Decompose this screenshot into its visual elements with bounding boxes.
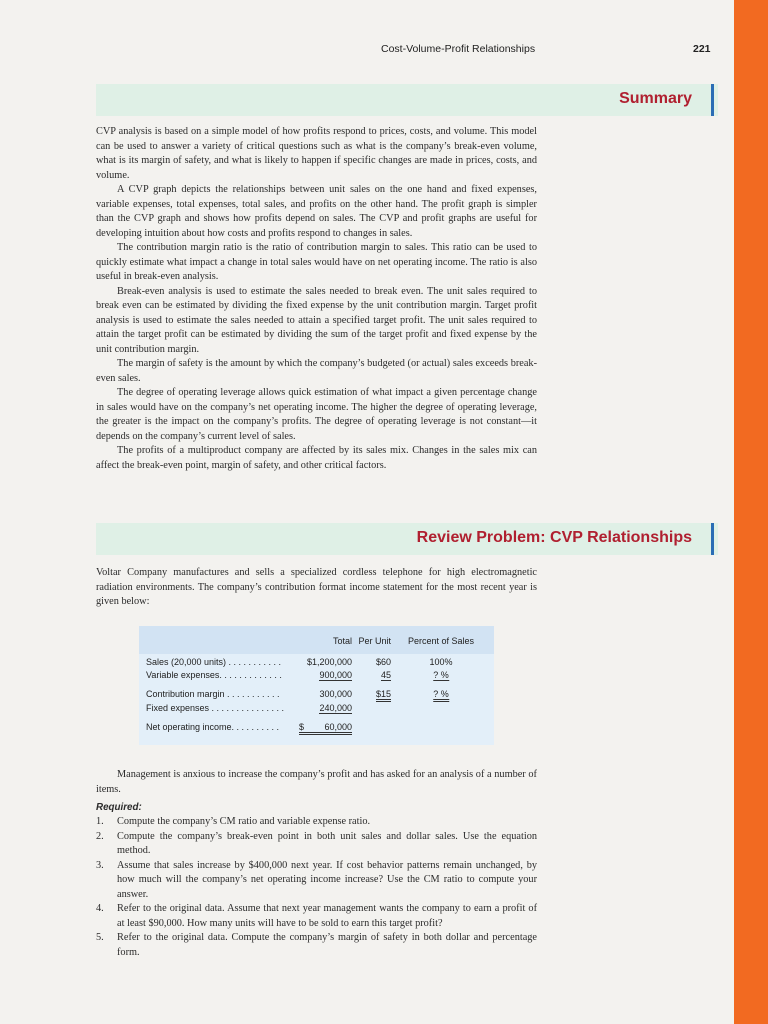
contribution-margin-percent: ? % (433, 689, 449, 702)
required-item (96, 931, 537, 960)
income-statement-table (139, 626, 494, 745)
sales-percent: 100% (429, 657, 453, 667)
required-item-text: Refer to the original data. Compute the company’s margin of safety in both dollar and percentage form. (117, 932, 537, 958)
required-item-text: Compute the company’s CM ratio and variable expense ratio. (117, 816, 371, 827)
sales-total: $1,200,000 (306, 657, 352, 667)
review-intro-paragraph: Voltar Company manufactures and sells a specialized cordless telephone for high electromagnetic radiation environments. The company’s contribution format income statement for the most recent year is given below: (96, 567, 537, 607)
row-label-contribution-margin: Contribution margin . . . . . . . . . . . (146, 689, 280, 699)
required-item (96, 902, 537, 931)
fixed-expenses-total: 240,000 (319, 703, 352, 713)
variable-expenses-total: 900,000 (319, 670, 352, 680)
summary-paragraph: A CVP graph depicts the relationships between unit sales on the one hand and fixed expenses, variable expenses, total expenses, total sales, and profits on the other hand. The profit graph is simpler than the CVP graph and shows how profits depend on sales. The CVP and profit graphs are useful for developing intuition about how costs and profits respond to changes in sales. (96, 184, 537, 239)
summary-paragraph: The contribution margin ratio is the ratio of contribution margin to sales. This ratio can be used to quickly estimate what impact a change in total sales would have on net operating income. The ratio is also useful in break-even analysis. (96, 242, 537, 282)
dollar-sign: $ (299, 722, 305, 732)
summary-paragraph: The degree of operating leverage allows quick estimation of what impact a given percentage change in sales would have on the company’s net operating income. The higher the degree of operating leverage, the greater is the impact on the company’s profits. The degree of operating leverage is not constant—it depends on the company’s current level of sales. (96, 387, 537, 442)
column-header-percent: Percent of Sales (407, 636, 475, 646)
summary-paragraph: CVP analysis is based on a simple model of how profits respond to prices, costs, and volume. This model can be used to answer a variety of critical questions such as what is the company’s break-even volume, what is its margin of safety, and what is likely to happen if specific changes are made in prices, costs, and volume. (96, 126, 537, 181)
page-number: 221 (693, 43, 711, 55)
required-list (96, 815, 537, 960)
page-edge-tab (734, 0, 768, 1024)
variable-expenses-percent: ? % (433, 670, 449, 680)
management-paragraph: Management is anxious to increase the company’s profit and has asked for an analysis of a number of items. (96, 769, 537, 795)
row-label-sales: Sales (20,000 units) . . . . . . . . . . . (146, 657, 282, 667)
review-intro (96, 566, 537, 610)
summary-paragraph: The profits of a multiproduct company are affected by its sales mix. Changes in the sales mix can affect the break-even point, margin of safety, and other critical factors. (96, 445, 537, 471)
column-header-total: Total (332, 636, 352, 646)
required-item-text: Refer to the original data. Assume that next year management wants the company to earn a profit of at least $90,000. How many units will have to be sold to earn this target profit? (117, 903, 537, 929)
summary-heading-band (96, 84, 718, 116)
required-item-text: Compute the company’s break-even point in both unit sales and dollar sales. Use the equation method. (117, 830, 537, 856)
net-operating-income-total: 60,000 (324, 722, 352, 732)
row-label-fixed-expenses: Fixed expenses . . . . . . . . . . . . . . . (146, 703, 285, 713)
required-item (96, 859, 537, 903)
review-heading: Review Problem: CVP Relationships (416, 529, 692, 546)
required-item (96, 815, 537, 830)
required-label: Required: (96, 802, 142, 813)
summary-heading: Summary (619, 90, 692, 107)
management-text (96, 768, 537, 797)
variable-expenses-per-unit: 45 (380, 670, 391, 680)
heading-rule (711, 523, 714, 555)
required-item-text: Assume that sales increase by $400,000 next year. If cost behavior patterns remain unchanged, by how much will the company’s net operating income increase? Use the CM ratio to compute your answer. (117, 859, 537, 900)
required-item-number: 2. (96, 830, 104, 842)
net-operating-income-total-cell (299, 722, 352, 735)
row-label-net-operating-income: Net operating income. . . . . . . . . . (146, 722, 280, 732)
required-item-number: 3. (96, 859, 104, 871)
required-item-number: 1. (96, 816, 104, 827)
summary-paragraph: Break-even analysis is used to estimate the sales needed to break even. The unit sales required to break even can be estimated by dividing the fixed expense by the unit contribution margin. Target profit analysis is used to estimate the sales needed to attain a specified target profit. The unit sales required to attain the target profit can be estimated by dividing the sum of the target profit and fixed expense by the unit contribution margin. (96, 285, 537, 355)
summary-paragraph: The margin of safety is the amount by which the company’s budgeted (or actual) sales exceeds break-even sales. (96, 358, 537, 384)
sales-per-unit: $60 (375, 657, 391, 667)
running-title: Cost-Volume-Profit Relationships (381, 43, 536, 55)
column-header-per-unit: Per Unit (358, 636, 391, 646)
contribution-margin-total: 300,000 (319, 689, 352, 699)
required-item (96, 830, 537, 859)
row-label-variable-expenses: Variable expenses. . . . . . . . . . . . . (146, 670, 282, 680)
running-head (0, 43, 734, 59)
heading-rule (711, 84, 714, 116)
required-item-number: 5. (96, 932, 104, 943)
summary-body (96, 125, 537, 473)
required-item-number: 4. (96, 903, 104, 914)
review-heading-band (96, 523, 718, 555)
contribution-margin-per-unit: $15 (376, 689, 391, 702)
